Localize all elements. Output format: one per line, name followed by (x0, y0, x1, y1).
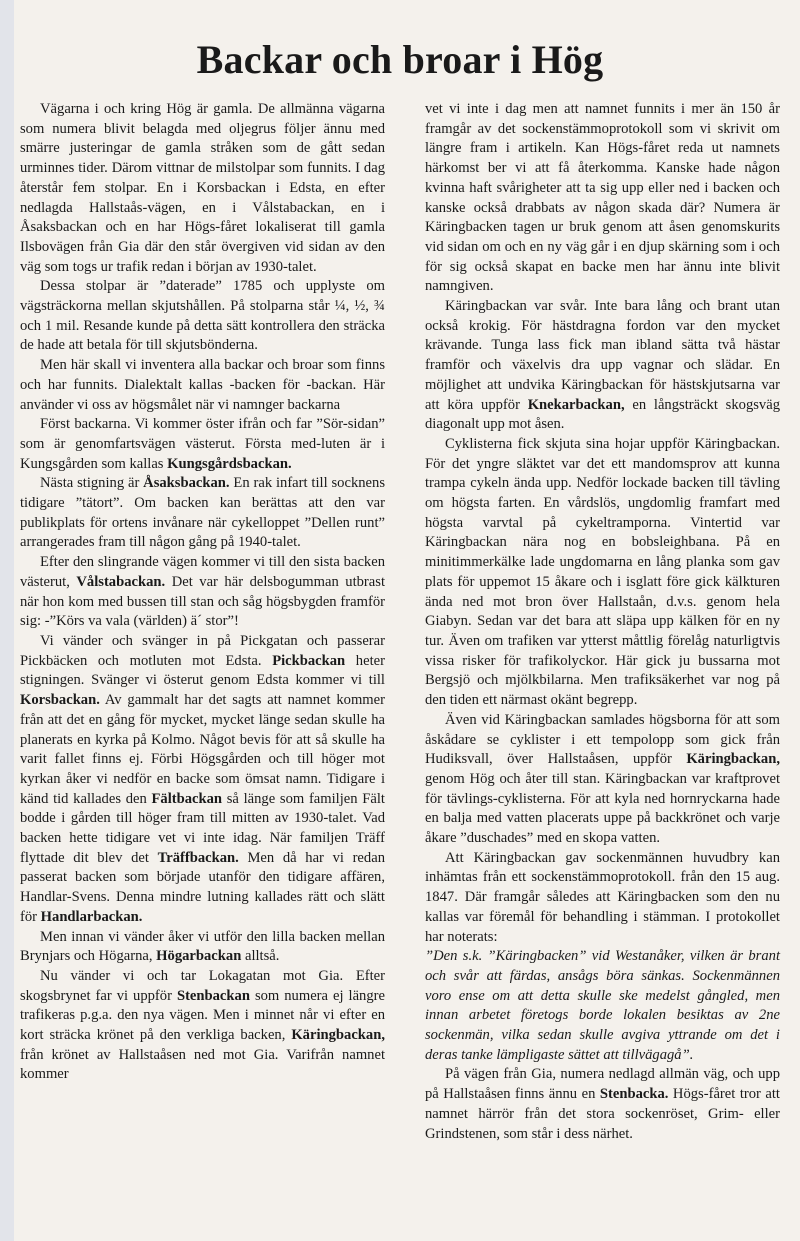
paragraph: Vi vänder och svänger in på Pickgatan och passerar Pickbäcken och motluten mot Edsta. Pickbackan heter stigningen. Svänger vi österut genom Edsta kommer vi till Korsbackan. Av gammalt har det sagts att namnet kommer från att det en gång för mycket, mycket länge sedan skulle ha planerats en kyrka på Kolmo. Något bevis för att så skulle ha varit fallet finns ej. Förbi Högsgården och till höger mot kyrkan åker vi nedför en backe som ömsat namn. Tidigare i känd tid kallades den Fältbackan så länge som familjen Fält bodde i gården till höger fram till mitten av 1930-talet. Vad backen hette tidigare vet vi inte idag. När familjen Träff flyttade dit blev det Träffbackan. Men då har vi redan passerat backen som började utanför den tidigare affären, Handlar-Svens. Denna mindre lutning kallades rätt och slätt för Handlarbackan. (20, 632, 385, 925)
left-column (20, 100, 385, 1085)
paragraph: Käringbackan var svår. Inte bara lång och brant utan också krokig. För hästdragna fordon var den mycket krävande. Tunga lass fick man ibland sätta två hästar framför och växelvis dra upp vagnar och slädar. En möjlighet att undvika Käringbackan för hästskjutsarna var att köra uppför Knekarbackan, en långsträckt skogsväg diagonalt upp mot åsen. (425, 298, 780, 433)
paragraph: Nu vänder vi och tar Lokagatan mot Gia. Efter skogsbrynet far vi uppför Stenbackan som numera ej längre trafikeras p.g.a. den nya vägen. Men i minnet når vi efter en kort sträcka krönet på den verkliga backen, Käringbackan, från krönet av Hallstaåsen ned mot Gia. Varifrån namnet kommer (20, 967, 385, 1083)
paragraph: Att Käringbackan gav sockenmännen huvudbry kan inhämtas från ett sockenstämmoprotokoll. från den 15 aug. 1847. Där framgår således att Käringbacken som den nu kallas var föremål för behandling i stämman. I protokollet har noterats: (425, 849, 780, 945)
paragraph: På vägen från Gia, numera nedlagd allmän väg, och upp på Hallstaåsen finns ännu en Stenbacka. Högs-fåret tror att namnet härrör från det stora sockenröset, Grim- eller Grindstenen, som står i dess närhet. (425, 1066, 780, 1142)
paragraph: Vägarna i och kring Hög är gamla. De allmänna vägarna som numera blivit belagda med oljegrus följer ännu med smärre justeringar de gamla stråken som de gått sedan urminnes tider. Därom vittnar de milstolpar som funnits. I dag återstår fem stolpar. En i Korsbackan i Edsta, en efter nedlagda Hallstaås-vägen, en i Vålstabackan, en i Åsaksbackan och en har Högs-fåret lokaliserat till gamla Ilsbovägen från Gia där den står övergiven vid sidan av den väg som togs ur trafik redan i början av 1930-talet. (20, 101, 385, 275)
paragraph: vet vi inte i dag men att namnet funnits i mer än 150 år framgår av det sockenstämmoprotokoll som vi skrivit om längre fram i artikeln. Kan Högs-fåret reda ut namnets härkomst ber vi att få återkomma. Kanske hade någon kvinna haft svårigheter att ta sig upp eller ned i backen och kanske också drabbats av någon skada där? Numera är Käringbacken tagen ur bruk genom att åsen genomskurits vid sidan om och en ny väg går i en djup skärning som i och för sig också skapat en backe men har ännu inte blivit namngiven. (425, 101, 780, 295)
paragraph: Men här skall vi inventera alla backar och broar som finns och har funnits. Dialektalt kallas -backen för -backan. Här använder vi oss av högsmålet när vi namnger backarna (20, 357, 385, 413)
paragraph: Efter den slingrande vägen kommer vi till den sista backen västerut, Vålstabackan. Det var här delsbogumman utbrast när hon kom med bussen till stan och såg högsbygden framför sig: -”Körs va vala (världen) ä´ stor”! (20, 554, 385, 630)
protocol-quote: ”Den s.k. ”Käringbacken” vid Westanåker, vilken är brant och svår att färdas, ansågs böra sänkas. Sockenmännen voro ense om att detta skulle ske medelst gångled, men innan arbetet företogs borde lokalen besiktas av 2ne sockenmän, vilka sedan skulle avgiva yttrande om det i deras tanke lämpligaste sättet att tillvägagå”. (425, 948, 780, 1063)
article-title: Backar och broar i Hög (196, 37, 604, 82)
paragraph: Men innan vi vänder åker vi utför den lilla backen mellan Brynjars och Högarna, Högarbackan alltså. (20, 928, 385, 965)
paragraph: Nästa stigning är Åsaksbackan. En rak infart till socknens tidigare ”tätort”. Om backen kan berättas att den var publikplats för ortens invånare när cykelloppet ”Dellen runt” arrangerades fram till någon gång på 1940-talet. (20, 475, 385, 551)
paragraph: Först backarna. Vi kommer öster ifrån och far ”Sör-sidan” som är genomfartsvägen västerut. Första med-luten är i Kungsgården som kallas Kungsgårdsbackan. (20, 416, 385, 472)
paragraph: Även vid Käringbackan samlades högsborna för att som åskådare se cyklister i ett tempolopp som gick från Hudiksvall, över Hallstaåsen, uppför Käringbackan, genom Hög och åter till stan. Käringbackan var kraftprovet för tävlings-cyklisterna. För att kyla ned hornryckarna hade en balja med vatten placerats uppe på backkrönet och varje åkare ”duschades” med en skopa vatten. (425, 711, 780, 847)
paragraph: Cyklisterna fick skjuta sina hojar uppför Käringbackan. För det yngre släktet var det ett mandomsprov att kunna trampa cykeln ända upp. Nedför lockade backen till tävling om högsta farten. En vårdslös, ungdomlig framfart med högsta varvtal på cykeltramporna. Vintertid var Käringbackan nära nog en bobsleighbana. På en minitimmerkälke lade ungdomarna en lång planka som gav plats för uppemot 15 åkare och i isglatt före gick kälkturen ända ned mot bron över Hallstaån, d.v.s. genom hela Giabyn. Sedan var det bara att släpa upp kälken för en ny tur. Även om trafiken var ytterst måttlig förelåg naturligtvis vissa risker för trafikolyckor. Här gick ju bussarna mot Bergsjö och mjölkbilarna. Men trafiksäkerhet var nog på den tiden ett närmast okänt begrepp. (425, 435, 780, 709)
right-column (425, 100, 780, 1144)
page-edge-shadow (0, 0, 14, 1241)
paragraph: Dessa stolpar är ”daterade” 1785 och upplyste om vägsträckorna mellan skjutshållen. På stolparna står ¼, ½, ¾ och 1 mil. Resande kunde på detta sätt kontrollera den sträcka de hade att betala för till skjutsbönderna. (20, 278, 385, 354)
